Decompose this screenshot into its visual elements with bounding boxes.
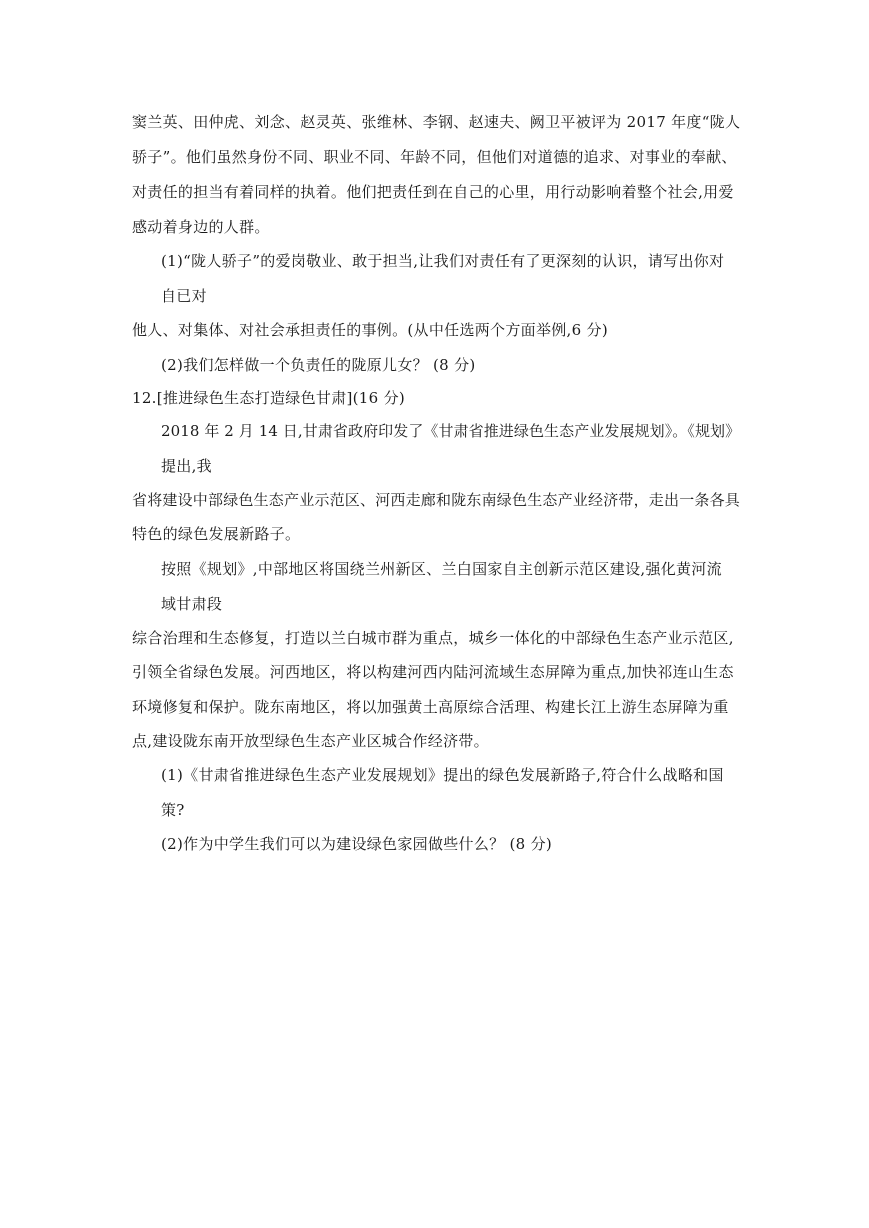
q12-sub1-line-2: 策? [161, 801, 185, 819]
q11-sub2: (2)我们怎样做一个负责任的陇原儿女？ (8 分) [161, 356, 476, 374]
q12-para1-line-1: 2018 年 2 月 14 日,甘肃省政府印发了《甘肃省推进绿色生态产业发展规划》。《规划》 [161, 422, 741, 440]
passage1-line-2: 骄子”。他们虽然身份不同、职业不同、年龄不同，但他们对道德的追求、对事业的奉献、 [132, 148, 737, 166]
q11-sub1-line-2: 自已对 [161, 287, 207, 305]
q12-para1-line-4: 特色的绿色发展新路子。 [132, 525, 301, 543]
q12-para2-line-2: 域甘肃段 [161, 595, 223, 613]
passage1-line-4: 感动着身边的人群。 [132, 218, 270, 236]
q12-para2-line-5: 环境修复和保护。陇东南地区，将以加强黄土高原综合活理、构建长江上游生态屏障为重 [132, 698, 729, 716]
q12-sub2: (2)作为中学生我们可以为建设绿色家园做些什么？ (8 分) [161, 835, 553, 853]
q12-para1-line-3: 省将建设中部绿色生态产业示范区、河西走廊和陇东南绿色生态产业经济带，走出一条各具 [132, 491, 741, 509]
q12-sub1-line-1: (1)《甘肃省推进绿色生态产业发展规划》提出的绿色发展新路子,符合什么战略和国 [161, 766, 724, 784]
q12-para2-line-1: 按照《规划》,中部地区将国绕兰州新区、兰白国家自主创新示范区建设,强化黄河流 [161, 560, 722, 578]
passage1-line-3: 对责任的担当有着同样的执着。他们把责任到在自己的心里，用行动影响着整个社会,用爱 [132, 183, 734, 201]
q11-sub1-line-1: (1)“陇人骄子”的爱岗敬业、敢于担当,让我们对责任有了更深刻的认识，请写出你对 [161, 252, 725, 270]
q12-para2-line-4: 引领全省绿色发展。河西地区，将以构建河西内陆河流域生态屏障为重点,加快祁连山生态 [132, 663, 734, 681]
q12-para1-line-2: 提出,我 [161, 457, 212, 475]
q12-title: 12.[推进绿色生态打造绿色甘肃](16 分) [132, 389, 406, 407]
q12-para2-line-3: 综合治理和生态修复，打造以兰白城市群为重点，城乡一体化的中部绿色生态产业示范区, [132, 629, 734, 647]
q12-para2-line-6: 点,建设陇东南开放型绿色生态产业区城合作经济带。 [132, 732, 489, 750]
q11-sub1-line-3: 他人、对集体、对社会承担责任的事例。(从中任选两个方面举例,6 分) [132, 321, 608, 339]
passage1-line-1: 窦兰英、田仲虎、刘念、赵灵英、张维林、李钢、赵速夫、阙卫平被评为 2017 年度“陇人 [132, 113, 741, 131]
